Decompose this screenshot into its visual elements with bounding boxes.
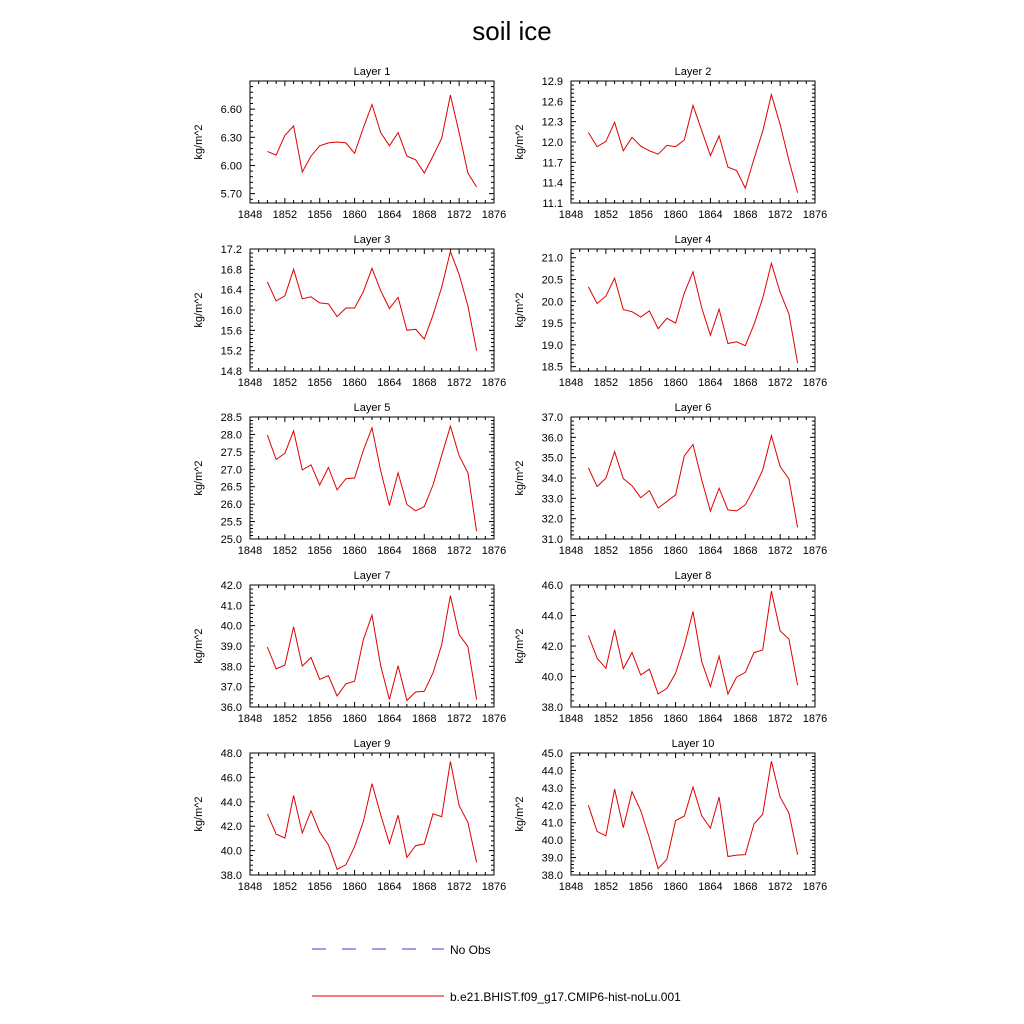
y-tick-label: 27.5: [220, 446, 242, 459]
x-tick-label: 1872: [446, 377, 472, 389]
x-tick-label: 1864: [377, 209, 402, 221]
x-tick-label: 1860: [663, 881, 688, 893]
y-tick-label: 16.0: [220, 305, 242, 317]
x-tick-label: 1856: [628, 545, 653, 557]
y-tick-label: 11.1: [542, 198, 563, 210]
y-tick-label: 12.3: [541, 116, 563, 129]
x-tick-label: 1852: [593, 209, 619, 221]
x-tick-label: 1848: [237, 881, 263, 893]
y-tick-label: 6.30: [220, 132, 242, 145]
x-tick-label: 1852: [593, 713, 619, 725]
y-tick-label: 40.0: [220, 845, 242, 858]
panel-layer-1: [193, 66, 506, 221]
x-tick-label: 1852: [272, 713, 298, 725]
y-tick-label: 18.5: [541, 361, 563, 374]
y-tick-label: 19.5: [541, 318, 563, 331]
x-tick-label: 1864: [698, 881, 723, 893]
y-tick-label: 40.0: [541, 835, 563, 848]
panel-title: Layer 1: [353, 66, 391, 78]
y-tick-label: 20.0: [541, 296, 563, 309]
x-tick-label: 1852: [272, 881, 298, 893]
y-tick-label: 26.5: [220, 481, 242, 494]
x-tick-label: 1848: [558, 881, 584, 893]
x-tick-label: 1872: [767, 881, 793, 893]
y-tick-label: 28.0: [220, 429, 242, 442]
y-tick-label: 48.0: [220, 748, 242, 760]
panel-layer-3: [193, 234, 506, 389]
x-tick-label: 1848: [237, 545, 263, 557]
y-tick-label: 38.0: [541, 702, 563, 714]
y-axis-label: kg/m^2: [193, 124, 205, 160]
y-tick-label: 39.0: [541, 852, 563, 865]
x-tick-label: 1860: [663, 545, 688, 557]
x-tick-label: 1872: [446, 209, 472, 221]
x-tick-label: 1856: [628, 713, 653, 725]
x-tick-label: 1860: [342, 545, 367, 557]
x-tick-label: 1856: [628, 209, 653, 221]
panel-layer-9: [193, 738, 506, 893]
x-tick-label: 1852: [272, 377, 298, 389]
x-tick-label: 1852: [272, 545, 298, 557]
y-tick-label: 42.0: [220, 580, 242, 592]
x-tick-label: 1852: [593, 377, 619, 389]
x-tick-label: 1848: [558, 545, 584, 557]
y-tick-label: 33.0: [541, 493, 563, 506]
x-tick-label: 1876: [481, 377, 507, 389]
y-tick-label: 31.0: [541, 534, 563, 546]
x-tick-label: 1876: [802, 881, 828, 893]
x-tick-label: 1876: [802, 545, 828, 557]
y-tick-label: 41.0: [541, 817, 563, 830]
x-tick-label: 1868: [733, 881, 758, 893]
x-tick-label: 1876: [481, 209, 507, 221]
series-line: [588, 591, 797, 694]
x-tick-label: 1860: [342, 377, 367, 389]
y-tick-label: 42.0: [220, 821, 242, 834]
series-line: [267, 95, 476, 187]
y-axis-label: kg/m^2: [193, 292, 205, 328]
y-tick-label: 25.5: [220, 516, 242, 529]
x-tick-label: 1848: [558, 713, 584, 725]
x-tick-label: 1860: [663, 713, 688, 725]
series-line: [267, 596, 476, 701]
series-line: [588, 761, 797, 869]
plot-frame: [571, 585, 815, 707]
plot-frame: [250, 417, 494, 539]
x-tick-label: 1852: [272, 209, 298, 221]
panel-layer-6: [514, 402, 827, 557]
y-axis-label: kg/m^2: [193, 628, 205, 664]
x-tick-label: 1856: [307, 881, 332, 893]
x-tick-label: 1868: [412, 545, 437, 557]
plot-frame: [571, 249, 815, 371]
x-tick-label: 1872: [446, 713, 472, 725]
y-tick-label: 37.0: [541, 412, 563, 424]
x-tick-label: 1864: [377, 713, 402, 725]
y-tick-label: 12.0: [541, 137, 563, 149]
x-tick-label: 1868: [412, 881, 437, 893]
x-tick-label: 1860: [663, 377, 688, 389]
y-tick-label: 26.0: [220, 499, 242, 512]
y-axis-label: kg/m^2: [193, 796, 205, 832]
y-tick-label: 28.5: [220, 412, 242, 424]
plot-frame: [250, 81, 494, 203]
y-tick-label: 11.7: [542, 157, 563, 170]
legend-label-no-obs: No Obs: [450, 943, 491, 957]
x-tick-label: 1860: [342, 881, 367, 893]
y-tick-label: 43.0: [541, 782, 563, 795]
series-line: [588, 436, 797, 528]
y-tick-label: 12.9: [541, 76, 563, 88]
y-tick-label: 27.0: [220, 464, 242, 477]
plot-frame: [250, 585, 494, 707]
y-tick-label: 39.0: [220, 641, 242, 653]
x-tick-label: 1876: [481, 545, 507, 557]
y-tick-label: 32.0: [541, 513, 563, 526]
y-tick-label: 14.8: [220, 366, 242, 378]
x-tick-label: 1848: [237, 377, 263, 389]
panel-layer-2: [514, 66, 827, 221]
x-tick-label: 1864: [698, 713, 723, 725]
y-tick-label: 46.0: [220, 772, 242, 785]
y-tick-label: 44.0: [220, 796, 242, 809]
x-tick-label: 1848: [237, 209, 263, 221]
y-tick-label: 35.0: [541, 452, 563, 465]
y-tick-label: 44.0: [541, 610, 563, 623]
panel-title: Layer 10: [671, 738, 715, 750]
x-tick-label: 1868: [412, 377, 437, 389]
y-tick-label: 38.0: [541, 870, 563, 882]
y-tick-label: 40.0: [220, 620, 242, 633]
series-line: [267, 762, 476, 870]
panel-layer-5: [193, 402, 506, 557]
x-tick-label: 1876: [802, 209, 828, 221]
x-tick-label: 1868: [733, 713, 758, 725]
series-line: [267, 426, 476, 531]
x-tick-label: 1868: [412, 209, 437, 221]
y-tick-label: 36.0: [541, 432, 563, 445]
x-tick-label: 1876: [802, 377, 828, 389]
x-tick-label: 1876: [802, 713, 828, 725]
y-tick-label: 15.6: [220, 325, 242, 338]
panel-title: Layer 8: [674, 570, 712, 582]
x-tick-label: 1864: [377, 377, 402, 389]
x-tick-label: 1872: [446, 545, 472, 557]
y-axis-label: kg/m^2: [514, 628, 526, 664]
y-tick-label: 36.0: [220, 702, 242, 714]
y-tick-label: 16.8: [220, 264, 242, 277]
x-tick-label: 1852: [593, 545, 619, 557]
y-axis-label: kg/m^2: [514, 292, 526, 328]
x-tick-label: 1864: [377, 545, 402, 557]
y-tick-label: 5.70: [220, 188, 242, 201]
y-tick-label: 12.6: [541, 96, 563, 109]
panel-layer-7: [193, 570, 506, 725]
y-tick-label: 20.5: [541, 274, 563, 287]
plot-frame: [571, 417, 815, 539]
series-line: [588, 263, 797, 363]
x-tick-label: 1872: [767, 377, 793, 389]
y-tick-label: 40.0: [541, 671, 563, 684]
y-tick-label: 6.60: [220, 104, 242, 117]
x-tick-label: 1864: [377, 881, 402, 893]
panel-title: Layer 7: [353, 570, 391, 582]
x-tick-label: 1872: [767, 209, 793, 221]
x-tick-label: 1868: [733, 545, 758, 557]
y-tick-label: 42.0: [541, 800, 563, 813]
series-line: [267, 252, 476, 351]
x-tick-label: 1868: [412, 713, 437, 725]
x-tick-label: 1872: [446, 881, 472, 893]
y-tick-label: 19.0: [541, 339, 563, 352]
x-tick-label: 1856: [307, 209, 332, 221]
y-tick-label: 38.0: [220, 661, 242, 674]
y-axis-label: kg/m^2: [514, 796, 526, 832]
y-tick-label: 41.0: [220, 600, 242, 613]
y-tick-label: 38.0: [220, 870, 242, 882]
x-tick-label: 1872: [767, 545, 793, 557]
y-tick-label: 25.0: [220, 534, 242, 546]
panel-title: Layer 3: [353, 234, 391, 246]
y-tick-label: 42.0: [541, 641, 563, 653]
legend-label-model: b.e21.BHIST.f09_g17.CMIP6-hist-noLu.001: [450, 990, 681, 1004]
x-tick-label: 1868: [733, 377, 758, 389]
y-tick-label: 45.0: [541, 748, 563, 760]
x-tick-label: 1856: [307, 713, 332, 725]
x-tick-label: 1868: [733, 209, 758, 221]
x-tick-label: 1856: [307, 377, 332, 389]
x-tick-label: 1860: [663, 209, 688, 221]
x-tick-label: 1876: [481, 713, 507, 725]
x-tick-label: 1848: [237, 713, 263, 725]
x-tick-label: 1848: [558, 377, 584, 389]
y-axis-label: kg/m^2: [193, 460, 205, 496]
panel-title: Layer 9: [353, 738, 391, 750]
legend: [312, 943, 681, 1004]
panel-title: Layer 2: [674, 66, 712, 78]
y-axis-label: kg/m^2: [514, 124, 526, 160]
x-tick-label: 1864: [698, 209, 723, 221]
plot-frame: [571, 81, 815, 203]
x-tick-label: 1876: [481, 881, 507, 893]
series-line: [588, 95, 797, 193]
x-tick-label: 1872: [767, 713, 793, 725]
y-tick-label: 21.0: [541, 252, 563, 265]
y-tick-label: 11.4: [542, 177, 563, 190]
x-tick-label: 1860: [342, 209, 367, 221]
y-tick-label: 34.0: [541, 473, 563, 485]
panel-layer-8: [514, 570, 827, 725]
x-tick-label: 1848: [558, 209, 584, 221]
y-tick-label: 17.2: [220, 244, 242, 256]
x-tick-label: 1864: [698, 377, 723, 389]
y-axis-label: kg/m^2: [514, 460, 526, 496]
panel-title: Layer 4: [674, 234, 712, 246]
page-title: soil ice: [472, 16, 552, 46]
panel-title: Layer 5: [353, 402, 391, 414]
y-tick-label: 46.0: [541, 580, 563, 592]
plot-frame: [571, 753, 815, 875]
x-tick-label: 1856: [307, 545, 332, 557]
y-tick-label: 6.00: [220, 160, 242, 173]
panel-layer-10: [514, 738, 827, 893]
panel-layer-4: [514, 234, 827, 389]
x-tick-label: 1856: [628, 377, 653, 389]
x-tick-label: 1856: [628, 881, 653, 893]
x-tick-label: 1852: [593, 881, 619, 893]
x-tick-label: 1860: [342, 713, 367, 725]
y-tick-label: 15.2: [220, 345, 242, 358]
y-tick-label: 16.4: [220, 284, 242, 297]
x-tick-label: 1864: [698, 545, 723, 557]
y-tick-label: 37.0: [220, 681, 242, 694]
panel-title: Layer 6: [674, 402, 712, 414]
plot-frame: [250, 753, 494, 875]
y-tick-label: 44.0: [541, 765, 563, 778]
